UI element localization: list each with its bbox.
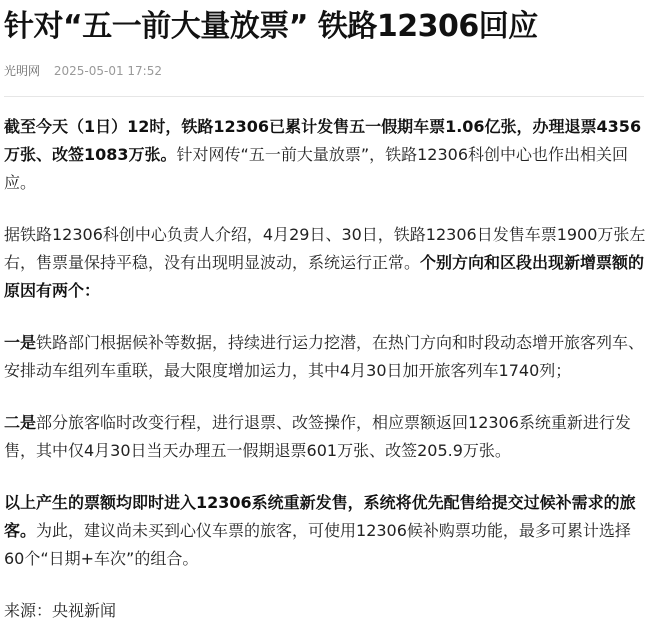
paragraph-source xyxy=(4,597,646,625)
source-credit: 来源：央视新闻 xyxy=(4,601,117,620)
paragraph-reason-one-text: 铁路部门根据候补等数据，持续进行运力挖潜，在热门方向和时段动态增开旅客列车、安排动车组列车重联，最大限度增加运力，其中4月30日加开旅客列车1740列； xyxy=(4,333,645,380)
paragraph-reason-one-bold: 一是 xyxy=(4,333,37,352)
divider xyxy=(4,96,644,97)
publish-time: 2025-05-01 17:52 xyxy=(53,64,162,78)
article-title: 针对“五一前大量放票” 铁路12306回应 xyxy=(4,9,538,44)
paragraph-official-statement-text: 据铁路12306科创中心负责人介绍，4月29日、30日，铁路12306日发售车票1900万张左右，售票量保持平稳，没有出现明显波动，系统运行正常。 xyxy=(4,225,646,272)
paragraph-official-statement-bold: 个别方向和区段出现新增票额的原因有两个： xyxy=(4,253,645,300)
article-meta xyxy=(4,62,646,80)
paragraph-advice-bold: 以上产生的票额均即时进入12306系统重新发售，系统将优先配售给提交过候补需求的旅客。 xyxy=(4,493,636,540)
paragraph-reason-two-text: 部分旅客临时改变行程，进行退票、改签操作，相应票额返回12306系统重新进行发售，其中仅4月30日当天办理五一假期退票601万张、改签205.9万张。 xyxy=(4,413,631,460)
paragraph-summary-bold: 截至今天（1日）12时，铁路12306已累计发售五一假期车票1.06亿张，办理退票4356万张、改签1083万张。 xyxy=(4,117,642,164)
paragraph-reason-two xyxy=(4,409,646,465)
paragraph-advice xyxy=(4,489,646,573)
paragraph-official-statement xyxy=(4,221,646,305)
source-link[interactable]: 光明网 xyxy=(4,64,41,78)
paragraph-summary-text: 针对网传“五一前大量放票”，铁路12306科创中心也作出相关回应。 xyxy=(4,145,629,192)
paragraph-reason-one xyxy=(4,329,646,385)
paragraph-reason-two-bold: 二是 xyxy=(4,413,37,432)
paragraph-summary xyxy=(4,113,646,197)
paragraph-advice-text: 为此，建议尚未买到心仪车票的旅客，可使用12306候补购票功能，最多可累计选择60个“日期+车次”的组合。 xyxy=(4,521,631,568)
